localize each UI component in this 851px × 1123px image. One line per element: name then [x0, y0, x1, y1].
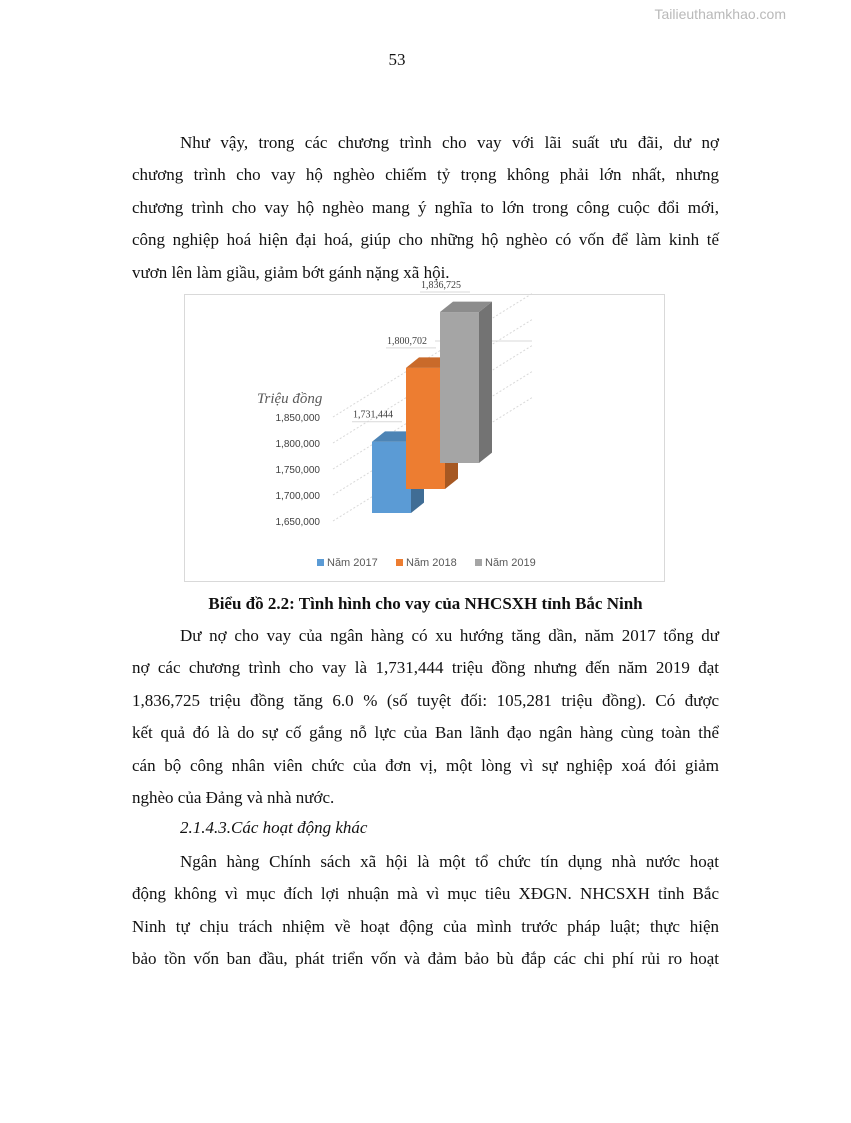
watermark: Tailieuthamkhao.com — [654, 6, 786, 22]
y-tick-label: 1,800,000 — [275, 439, 320, 450]
paragraph-line: vươn lên làm giầu, giảm bớt gánh nặng xã hội. — [132, 262, 450, 282]
bar-side — [479, 302, 492, 463]
legend-label: Năm 2019 — [485, 557, 536, 569]
legend-label: Năm 2017 — [327, 557, 378, 569]
chart-container — [184, 280, 665, 582]
y-tick-label: 1,700,000 — [275, 491, 320, 502]
legend-label: Năm 2018 — [406, 557, 457, 569]
paragraph-line: cán bộ công nhân viên chức của đơn vị, một lòng vì sự nghiệp xoá đói giảm — [132, 755, 719, 775]
legend-swatch — [396, 559, 403, 566]
y-tick-label: 1,850,000 — [275, 413, 320, 424]
paragraph-line: công nghiệp hoá hiện đại hoá, giúp cho những hộ nghèo có vốn để làm kinh tế — [132, 230, 719, 250]
paragraph-3 — [132, 846, 719, 976]
paragraph-line: Như vậy, trong các chương trình cho vay với lãi suất ưu đãi, dư nợ — [180, 133, 719, 152]
data-label: 1,800,702 — [387, 335, 427, 347]
paragraph-2 — [132, 620, 719, 814]
chart-caption: Biểu đồ 2.2: Tình hình cho vay của NHCSXH tỉnh Bắc Ninh — [208, 594, 643, 613]
paragraph-1 — [132, 127, 719, 292]
bar — [372, 442, 411, 513]
bar-chart — [185, 280, 664, 581]
y-tick-label: 1,650,000 — [275, 517, 320, 528]
legend-swatch — [475, 559, 482, 566]
bar — [406, 368, 445, 489]
paragraph-line: Dư nợ cho vay của ngân hàng có xu hướng tăng dần, năm 2017 tổng dư — [180, 626, 719, 645]
y-axis-label: Triệu đồng — [257, 391, 323, 407]
paragraph-line: chương trình cho vay hộ nghèo mang ý nghĩa to lớn trong công cuộc đổi mới, — [132, 197, 719, 217]
y-tick-label: 1,750,000 — [275, 465, 320, 476]
legend-swatch — [317, 559, 324, 566]
paragraph-line: Ninh tự chịu trách nhiệm về hoạt động của mình trước pháp luật; thực hiện — [132, 916, 719, 936]
section-subheading: 2.1.4.3.Các hoạt động khác — [180, 818, 368, 837]
paragraph-line: 1,836,725 triệu đồng tăng 6.0 % (số tuyệt đối: 105,281 triệu đồng). Có được — [132, 690, 719, 710]
paragraph-line: kết quả đó là do sự cố gắng nỗ lực của Ban lãnh đạo ngân hàng cùng toàn thể — [132, 723, 719, 743]
page-number: 53 — [388, 50, 406, 69]
paragraph-line: chương trình cho vay hộ nghèo chiếm tỷ trọng không phải lớn nhất, nhưng — [132, 165, 719, 185]
paragraph-line: động không vì mục đích lợi nhuận mà vì mục tiêu XĐGN. NHCSXH tỉnh Bắc — [132, 884, 719, 904]
data-label: 1,836,725 — [421, 280, 461, 292]
paragraph-line: nợ các chương trình cho vay là 1,731,444 triệu đồng nhưng đến năm 2019 đạt — [132, 658, 719, 678]
data-label: 1,731,444 — [353, 409, 393, 421]
paragraph-line: Ngân hàng Chính sách xã hội là một tổ chức tín dụng nhà nước hoạt — [180, 852, 719, 871]
bar — [440, 312, 479, 463]
paragraph-line: nghèo của Đảng và nhà nước. — [132, 788, 335, 808]
paragraph-line: bảo tồn vốn ban đầu, phát triển vốn và đảm bảo bù đắp các chi phí rủi ro hoạt — [132, 949, 719, 969]
